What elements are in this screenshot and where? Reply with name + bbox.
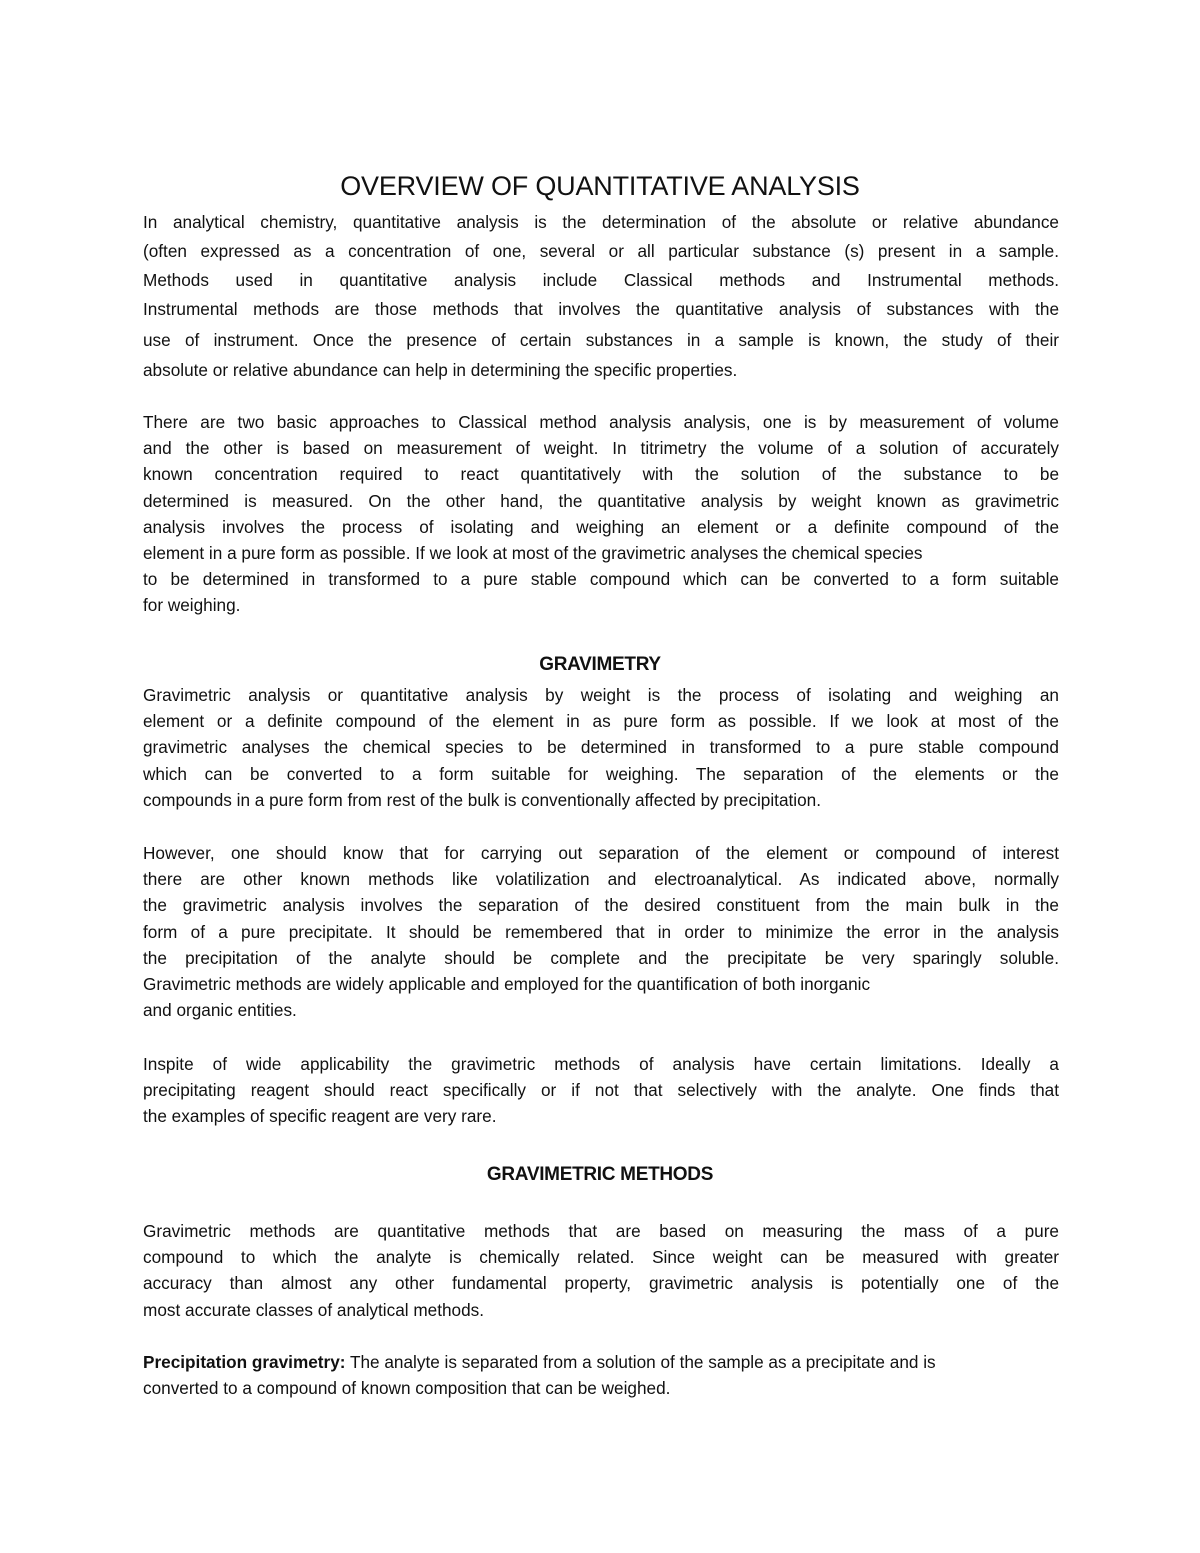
paragraph-gravimetry (143, 682, 1059, 813)
paragraph-line: precipitating reagent should react specifically or if not that selectively with the analyte. One finds that (143, 1080, 1059, 1101)
paragraph-line: for weighing. (143, 595, 241, 616)
section-heading-gravimetry: GRAVIMETRY (539, 654, 661, 675)
paragraph-line: Gravimetric methods are quantitative methods that are based on measuring the mass of a pure (143, 1221, 1059, 1241)
paragraph-line: the precipitation of the analyte should be complete and the precipitate be very sparingly soluble. (143, 947, 1059, 968)
paragraph-limitations (143, 1051, 1059, 1130)
paragraph-line: use of instrument. Once the presence of certain substances in a sample is known, the study of their (143, 330, 1059, 350)
paragraph-approaches (143, 409, 1059, 619)
paragraph-line: to be determined in transformed to a pure stable compound which can be converted to a form suitable (143, 569, 1059, 590)
section-heading-gravimetric-methods: GRAVIMETRIC METHODS (486, 1164, 714, 1185)
paragraph-line: form of a pure precipitate. It should be remembered that in order to minimize the error in the analysis (143, 921, 1059, 942)
paragraph-line: the gravimetric analysis involves the separation of the desired constituent from the main bulk in the (143, 895, 1059, 916)
paragraph-line (143, 1349, 1059, 1375)
paragraph-line: However, one should know that for carrying out separation of the element or compound of interest (143, 843, 1059, 863)
paragraph-line: analysis involves the process of isolating and weighing an element or a definite compound of the (143, 516, 1059, 537)
paragraph-line: the examples of specific reagent are very rare. (143, 1106, 497, 1127)
term-label: Precipitation gravimetry: (143, 1352, 346, 1372)
paragraph-line: most accurate classes of analytical methods. (143, 1299, 485, 1320)
term-definition: The analyte is separated from a solution of the sample as a precipitate and is (349, 1352, 936, 1372)
paragraph-line: There are two basic approaches to Classical method analysis analysis, one is by measurement of volume (143, 412, 1059, 432)
paragraph-line: (often expressed as a concentration of one, several or all particular substance (s) present in a sample. (143, 241, 1059, 261)
paragraph-line: Instrumental methods are those methods that involves the quantitative analysis of substances with the (143, 299, 1059, 319)
paragraph-line: Gravimetric analysis or quantitative analysis by weight is the process of isolating and weighing an (143, 685, 1059, 705)
document-title: OVERVIEW OF QUANTITATIVE ANALYSIS (340, 171, 860, 201)
paragraph-precipitation-gravimetry (143, 1349, 1059, 1401)
paragraph-line: Methods used in quantitative analysis include Classical methods and Instrumental methods. (143, 270, 1059, 290)
paragraph-gravimetric-methods (143, 1218, 1059, 1323)
paragraph-intro (143, 208, 1059, 385)
paragraph-line: converted to a compound of known composition that can be weighed. (143, 1378, 671, 1399)
paragraph-line: Gravimetric methods are widely applicable and employed for the quantification of both inorganic (143, 973, 871, 994)
paragraph-line: In analytical chemistry, quantitative analysis is the determination of the absolute or relative abundance (143, 212, 1059, 232)
paragraph-line: absolute or relative abundance can help in determining the specific properties. (143, 360, 738, 380)
paragraph-line: compounds in a pure form from rest of the bulk is conventionally affected by precipitation. (143, 789, 821, 810)
paragraph-separation (143, 840, 1059, 1023)
paragraph-line: compound to which the analyte is chemically related. Since weight can be measured with greater (143, 1247, 1059, 1268)
paragraph-line: determined is measured. On the other hand, the quantitative analysis by weight known as gravimetric (143, 490, 1059, 511)
paragraph-line: known concentration required to react quantitatively with the solution of the substance to be (143, 464, 1059, 485)
paragraph-line: there are other known methods like volatilization and electroanalytical. As indicated above, normally (143, 869, 1059, 890)
paragraph-line: and organic entities. (143, 1000, 297, 1021)
paragraph-line: element or a definite compound of the element in as pure form as possible. If we look at most of the (143, 711, 1059, 732)
paragraph-line: gravimetric analyses the chemical species to be determined in transformed to a pure stable compound (143, 737, 1059, 758)
paragraph-line: which can be converted to a form suitable for weighing. The separation of the elements or the (143, 763, 1059, 784)
paragraph-line: accuracy than almost any other fundamental property, gravimetric analysis is potentially one of the (143, 1273, 1059, 1294)
paragraph-line: and the other is based on measurement of weight. In titrimetry the volume of a solution of accurately (143, 438, 1059, 459)
paragraph-line: Inspite of wide applicability the gravimetric methods of analysis have certain limitations. Ideally a (143, 1054, 1059, 1074)
paragraph-line: element in a pure form as possible. If we look at most of the gravimetric analyses the chemical species (143, 542, 923, 563)
